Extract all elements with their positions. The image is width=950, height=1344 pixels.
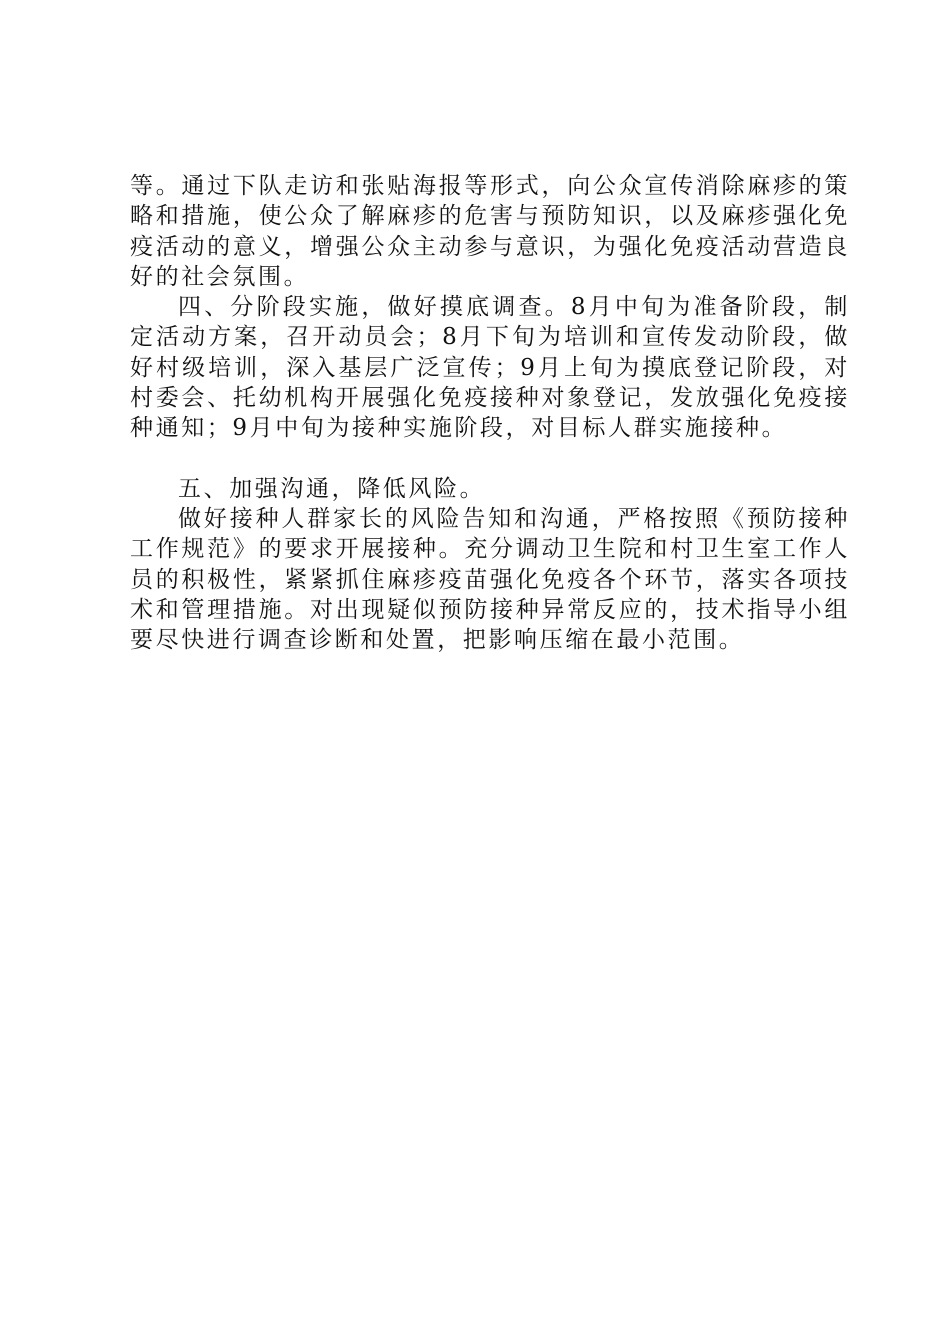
paragraph-section-five: 做好接种人群家长的风险告知和沟通，严格按照《预防接种工作规范》的要求开展接种。充分调动卫生院和村卫生室工作人员的积极性，紧紧抓住麻疹疫苗强化免疫各个环节，落实各项技术和管理措施。对出现疑似预防接种异常反应的，技术指导小组要尽快进行调查诊断和处置，把影响压缩在最小范围。	[130, 505, 850, 654]
document-body	[130, 171, 850, 655]
paragraph-continuation: 等。通过下队走访和张贴海报等形式，向公众宣传消除麻疹的策略和措施，使公众了解麻疹的危害与预防知识，以及麻疹强化免疫活动的意义，增强公众主动参与意识，为强化免疫活动营造良好的社会氛围。	[130, 173, 850, 290]
paragraph-gap	[130, 444, 850, 474]
paragraph-section-four: 四、分阶段实施，做好摸底调查。8月中旬为准备阶段，制定活动方案，召开动员会；8月下旬为培训和宣传发动阶段，做好村级培训，深入基层广泛宣传；9月上旬为摸底登记阶段，对村委会、托幼机构开展强化免疫接种对象登记，发放强化免疫接种通知；9月中旬为接种实施阶段，对目标人群实施接种。	[130, 294, 850, 442]
heading-section-five: 五、加强沟通，降低风险。	[178, 475, 486, 502]
